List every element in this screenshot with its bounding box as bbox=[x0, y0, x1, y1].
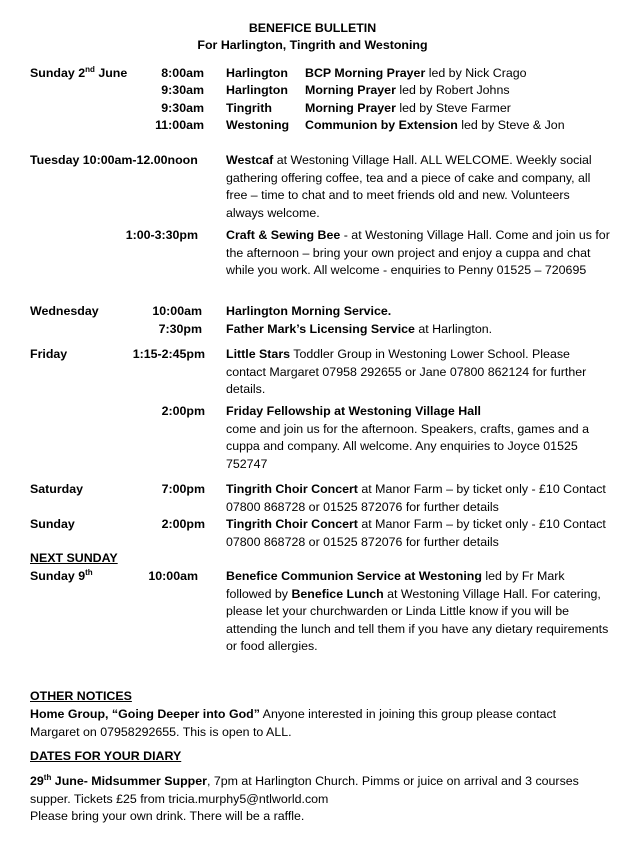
friday-day-label: Friday bbox=[30, 347, 68, 361]
wednesday-day-label: Wednesday bbox=[30, 304, 99, 318]
communion-service-description: Benefice Communion Service at Westoning led by Fr Mark followed by Benefice Lunch at Westoning Village Hall. For catering, please let your churchwarden or Linda Little know if you will be attending the lunch and tell them if you have any dietary requirements or food allergies. bbox=[226, 569, 609, 653]
event-time: 2:00pm bbox=[161, 517, 205, 531]
bulletin-subtitle: For Harlington, Tingrith and Westoning bbox=[197, 38, 428, 52]
event-time: 10:00am bbox=[152, 304, 202, 318]
friday-fellowship-description: Friday Fellowship at Westoning Village Hall come and join us for the afternoon. Speakers, crafts, games and a cuppa and company. All welcome. Any enquiries to Joyce 01525 752747 bbox=[226, 404, 589, 471]
next-sunday-day-label: Sunday 9th bbox=[30, 567, 93, 583]
event-time: 1:15-2:45pm bbox=[132, 347, 205, 361]
diary-heading: DATES FOR YOUR DIARY bbox=[30, 749, 182, 763]
event-time: 2:00pm bbox=[161, 404, 205, 418]
service-time: 9:30am bbox=[161, 83, 204, 97]
bulletin-title: BENEFICE BULLETIN bbox=[248, 21, 377, 35]
service-time: 9:30am bbox=[161, 101, 204, 115]
event-time: 10:00am bbox=[148, 569, 198, 583]
event-time: 7:00pm bbox=[161, 482, 205, 496]
sunday-day-label: Sunday bbox=[30, 517, 75, 531]
sunday-concert-description: Tingrith Choir Concert at Manor Farm – by ticket only - £10 Contact 07800 868728 or 01525 872076 for further details bbox=[226, 517, 606, 549]
tuesday-day-label: Tuesday 10:00am-12.00noon bbox=[30, 153, 198, 167]
saturday-day-label: Saturday bbox=[30, 482, 84, 496]
service-description: BCP Morning Prayer led by Nick Crago bbox=[305, 66, 527, 80]
service-place: Harlington bbox=[226, 66, 288, 80]
saturday-concert-description: Tingrith Choir Concert at Manor Farm – by ticket only - £10 Contact 07800 868728 or 01525 872076 for further details bbox=[226, 482, 606, 514]
event-time: 1:00-3:30pm bbox=[125, 228, 198, 242]
service-place: Harlington bbox=[226, 83, 288, 97]
craft-bee-description: Craft & Sewing Bee - at Westoning Village Hall. Come and join us for the afternoon – bring your own project and enjoy a cuppa and chat while you work. All welcome - enquiries to Penny 01525 – 720695 bbox=[226, 228, 610, 277]
event-time: 7:30pm bbox=[158, 322, 202, 336]
sunday-day-label: Sunday 2nd June bbox=[30, 64, 128, 80]
westcaf-description: Westcaf at Westoning Village Hall. ALL WELCOME. Weekly social gathering offering coffee, tea and a piece of cake and company, all free – time to chat and to meet friends old and new. Volunteers always welcome. bbox=[226, 153, 592, 220]
service-description: Communion by Extension led by Steve & Jon bbox=[305, 118, 565, 132]
home-group-notice: Home Group, “Going Deeper into God” Anyone interested in joining this group please contact Margaret on 07958292655. This is open to ALL. bbox=[30, 707, 557, 739]
wednesday-event-description: Harlington Morning Service. bbox=[226, 304, 392, 318]
service-time: 8:00am bbox=[161, 66, 204, 80]
service-description: Morning Prayer led by Robert Johns bbox=[305, 83, 510, 97]
little-stars-description: Little Stars Toddler Group in Westoning Lower School. Please contact Margaret 07958 292655 or Jane 07800 862124 for further details. bbox=[226, 347, 587, 396]
next-sunday-heading: NEXT SUNDAY bbox=[30, 551, 118, 565]
service-place: Westoning bbox=[226, 118, 290, 132]
service-place: Tingrith bbox=[226, 101, 272, 115]
service-time: 11:00am bbox=[155, 118, 204, 132]
midsummer-supper-notice: 29th June- Midsummer Supper, 7pm at Harlington Church. Pimms or juice on arrival and 3 courses supper. Tickets £25 from tricia.murphy5@ntlworld.com Please bring your own drink. There will be a raffle. bbox=[30, 772, 579, 823]
wednesday-event-description: Father Mark’s Licensing Service at Harlington. bbox=[226, 322, 493, 336]
service-description: Morning Prayer led by Steve Farmer bbox=[305, 101, 511, 115]
other-notices-heading: OTHER NOTICES bbox=[30, 689, 132, 703]
